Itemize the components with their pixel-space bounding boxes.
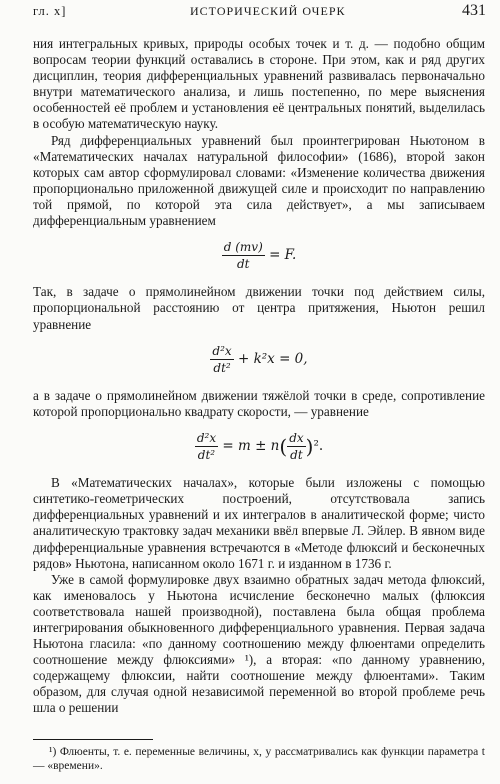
equation-tail: ². bbox=[313, 438, 324, 455]
right-paren: ) bbox=[305, 434, 314, 459]
fraction bbox=[222, 239, 265, 272]
left-paren: ( bbox=[279, 434, 288, 459]
running-title: ИСТОРИЧЕСКИЙ ОЧЕРК bbox=[190, 4, 346, 18]
running-header bbox=[0, 4, 500, 26]
equation-oscillator bbox=[33, 343, 485, 376]
page-body bbox=[33, 36, 485, 717]
equation-rest: = F. bbox=[264, 247, 297, 264]
footnote: ¹) Флюенты, т. е. переменные величины, x, y рассматривались как функции параметра t — «времени». bbox=[33, 746, 485, 772]
fraction-numerator: d²x bbox=[195, 430, 218, 447]
fraction-denominator: dt bbox=[237, 257, 250, 272]
equation-resistance bbox=[33, 430, 485, 463]
inner-fraction bbox=[287, 430, 305, 463]
fraction bbox=[210, 343, 233, 376]
paragraph-fluxions: Уже в самой формулировке двух взаимно обратных задач метода флюксий, как именовалось у Ньютона исчисление бесконечно малых (флюксия соответствовала нашей производной), поставлена была общая проблема интегрирования обыкновенного дифференциального уравнения. Первая задача Ньютона гласила: «по данному соотношению между флюентами определить соотношение между флюксиями» ¹), а вторая: «по данному уравнению, содержащему флюксии, найти соотношение между флюентами». Таким образом, для случая одной независимой переменной во второй проблеме речь шла о решении bbox=[33, 571, 485, 716]
equation-middle: = m ± n bbox=[218, 438, 280, 455]
paragraph-principia: В «Математических началах», которые были изложены с помощью синтетико-геометрических построений, отсутствовала запись дифференциальных уравнений и их интегралов в аналитической форме; чисто аналитическую трактовку задач механики ввёл впервые Л. Эйлер. В явном виде дифференциальные уравнения встречаются в «Методе флюксий и бесконечных рядов» Ньютона, написанном около 1671 г. и изданном в 1736 г. bbox=[33, 475, 485, 571]
inner-fraction-denominator: dt bbox=[290, 448, 303, 463]
fraction-numerator: d²x bbox=[210, 343, 233, 360]
fraction bbox=[195, 430, 218, 463]
fraction-denominator: dt² bbox=[213, 360, 231, 375]
paragraph-resistance: а в задаче о прямолинейном движении тяжёлой точки в среде, сопротивление которой пропорционально квадрату скорости, — уравнение bbox=[33, 387, 485, 419]
equation-second-law bbox=[33, 239, 485, 272]
paragraph-continuation: ния интегральных кривых, природы особых точек и т. д. — подобно общим вопросам теории функций оставались в стороне. При этом, как и ряд других дисциплин, теория дифференциальных уравнений развивалась первоначально внутри математического анализа, и лишь постепенно, по мере выяснения особенностей её проблем и установления её центральных понятий, выделилась в особую математическую науку. bbox=[33, 36, 485, 132]
paragraph-attraction: Так, в задаче о прямолинейном движении точки под действием силы, пропорциональной расстоянию от центра притяжения, Ньютон решил уравнение bbox=[33, 284, 485, 332]
paragraph-newton: Ряд дифференциальных уравнений был проинтегрирован Ньютоном в «Математических началах натуральной философии» (1686), второй закон которых сам автор сформулировал словами: «Изменение количества движения пропорционально приложенной движущей силе и происходит по направлению той прямой, по которой эта сила действует», а мы записываем дифференциальным уравнением bbox=[33, 132, 485, 229]
fraction-denominator: dt² bbox=[197, 448, 216, 463]
footnote-rule bbox=[33, 739, 153, 740]
equation-rest: + k²x = 0, bbox=[233, 350, 308, 367]
fraction-numerator: d (mv) bbox=[222, 239, 265, 256]
inner-fraction-numerator: dx bbox=[287, 430, 305, 447]
chapter-label: гл. x] bbox=[33, 4, 67, 18]
page-number: 431 bbox=[462, 2, 486, 19]
